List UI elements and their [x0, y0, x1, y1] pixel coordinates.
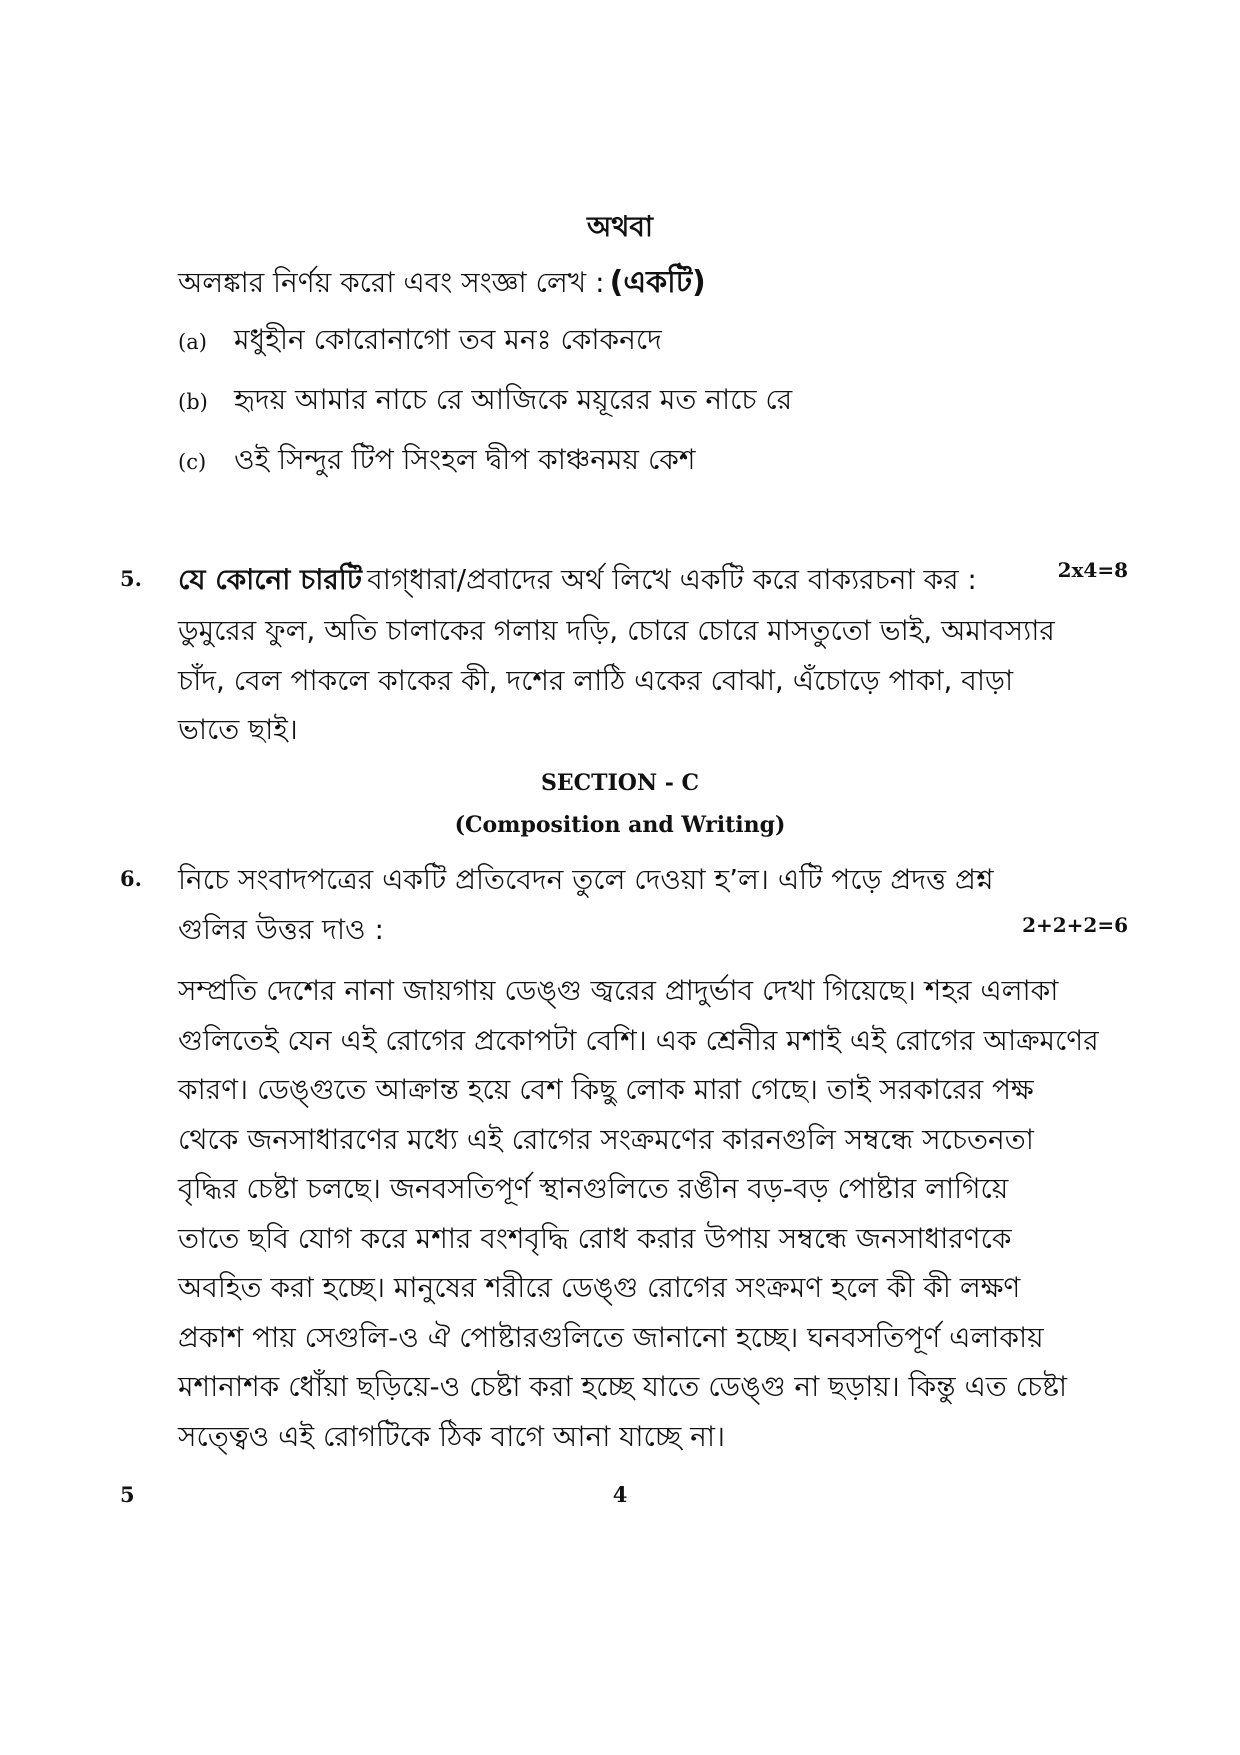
q5-phrases — [178, 606, 1055, 755]
passage-line: গুলিতেই যেন এই রোগের প্রকোপটা বেশি। এক শ্রেনীর মশাই এই রোগের আক্রমণের — [178, 1023, 1099, 1057]
passage-line: কারণ। ডেঙ্গুতে আক্রান্ত হয়ে বেশ কিছু লোক মারা গেছে। তাই সরকারের পক্ষ — [178, 1073, 1034, 1106]
item-text: ওই সিন্দুর টিপ সিংহল দ্বীপ কাঞ্চনময় কেশ — [234, 443, 696, 476]
q5-phrase-line: চাঁদ, বেল পাকলে কাকের কী, দশের লাঠি একের বোঝা, এঁচোড়ে পাকা, বাড়া — [178, 663, 1014, 697]
q6-prompt-line2: গুলির উত্তর দাও : — [178, 913, 384, 946]
passage-line: তাতে ছবি যোগ করে মশার বংশবৃদ্ধি রোধ করার উপায় সম্বন্ধে জনসাধারণকে — [178, 1221, 1012, 1255]
section-title: SECTION - C — [540, 770, 700, 796]
q5-marks: 2x4=8 — [1057, 558, 1128, 582]
passage-line: থেকে জনসাধারণের মধ্যে এই রোগের সংক্রমণের কারনগুলি সম্বন্ধে সচেতনতা — [178, 1122, 1034, 1156]
q5-phrase-line: ভাতে ছাই। — [178, 713, 298, 746]
passage-line: প্রকাশ পায় সেগুলি-ও ঐ পোষ্টারগুলিতে জানানো হচ্ছে। ঘনবসতিপূর্ণ এলাকায় — [178, 1320, 1044, 1354]
passage-line: সম্প্রতি দেশের নানা জায়গায় ডেঙ্গু জ্বরের প্রাদুর্ভাব দেখা গিয়েছে। শহর এলাকা — [178, 974, 1059, 1007]
q4-instruction-text: অলঙ্কার নির্ণয় করো এবং সংজ্ঞা লেখ : — [178, 266, 605, 299]
q6-passage — [178, 966, 1099, 1461]
q6-marks: 2+2+2=6 — [1022, 913, 1128, 937]
q5-prompt — [178, 558, 977, 605]
passage-line: মশানাশক ধোঁয়া ছড়িয়ে-ও চেষ্টা করা হচ্ছে যাতে ডেঙ্গু না ছড়ায়। কিন্তু এত চেষ্টা — [178, 1370, 1068, 1403]
passage-line: সত্ত্বেও এই রোগটিকে ঠিক বাগে আনা যাচ্ছে না। — [178, 1419, 726, 1453]
q4-item-a — [178, 318, 662, 365]
item-text: হৃদয় আমার নাচে রে আজিকে ময়ূরের মত নাচে রে — [234, 383, 793, 416]
item-label: (a) — [178, 330, 207, 354]
q4-instruction — [178, 258, 706, 309]
q4-item-b — [178, 378, 792, 425]
page-number: 4 — [612, 1482, 628, 1507]
q5-number: 5. — [120, 566, 142, 591]
item-label: (c) — [178, 450, 207, 474]
item-label: (b) — [178, 390, 208, 414]
section-subtitle: (Composition and Writing) — [454, 812, 786, 838]
or-heading: অথবা — [586, 210, 654, 243]
q4-instruction-choice: (একটি) — [609, 265, 706, 300]
q5-phrase-line: ডুমুরের ফুল, অতি চালাকের গলায় দড়ি, চোরে চোরে মাসতুতো ভাই, অমাবস্যার — [178, 614, 1055, 647]
footer-left-code: 5 — [120, 1482, 135, 1507]
item-text: মধুহীন কোরোনাগো তব মনঃ কোকনদে — [234, 323, 662, 356]
q4-item-c — [178, 438, 695, 485]
passage-line: বৃদ্ধির চেষ্টা চলছে। জনবসতিপূর্ণ স্থানগুলিতে রঙীন বড়-বড় পোষ্টার লাগিয়ে — [178, 1172, 1009, 1205]
q6-number: 6. — [120, 866, 142, 891]
q6-prompt-line1: নিচে সংবাদপত্রের একটি প্রতিবেদন তুলে দেওয়া হ’ল। এটি পড়ে প্রদত্ত প্রশ্ন — [178, 863, 994, 896]
passage-line: অবহিত করা হচ্ছে। মানুষের শরীরে ডেঙ্গু রোগের সংক্রমণ হলে কী কী লক্ষণ — [178, 1271, 1021, 1304]
q5-text: বাগ্‌ধারা/প্রবাদের অর্থ লিখে একটি করে বাক্যরচনা কর : — [367, 563, 977, 596]
q5-bold-text: যে কোনো চারটি — [178, 563, 363, 596]
